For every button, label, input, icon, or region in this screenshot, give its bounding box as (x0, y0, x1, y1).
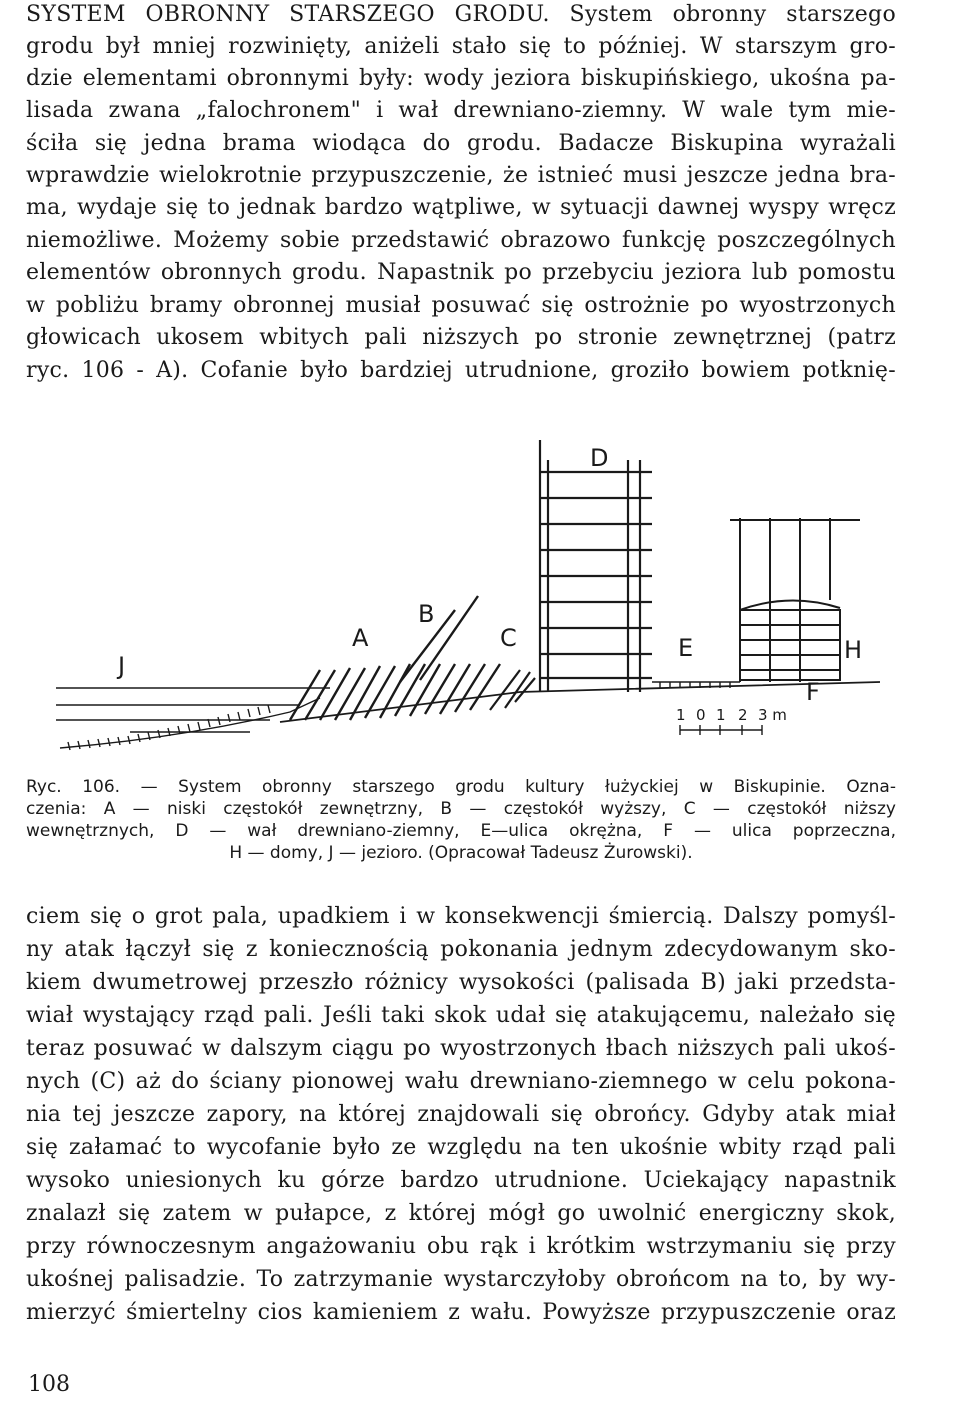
label-j: J (118, 652, 126, 680)
label-d: D (590, 444, 609, 472)
text-line: wiał wystający rząd pali. Jeśli taki skok udał się atakującemu, należało się (26, 1003, 896, 1028)
text-line: SYSTEM OBRONNY STARSZEGO GRODU. System obronny starszego (26, 2, 896, 27)
text-line: nych (C) aż do ściany pionowej wału drewniano-ziemnego w celu pokona- (26, 1069, 896, 1094)
text-line: ryc. 106 - A). Cofanie było bardziej utrudnione, groziło bowiem potknię- (26, 358, 896, 383)
text-line: w pobliżu bramy obronnej musiał posuwać się ostrożnie po wyostrzonych (26, 293, 896, 318)
caption-line: H — domy, J — jezioro. (Opracował Tadeusz Żurowski). (229, 843, 693, 863)
caption-line: Ryc. 106. — System obronny starszego grodu kultury łużyckiej w Biskupinie. Ozna- (26, 777, 896, 797)
defense-system-figure (0, 420, 960, 760)
scale-tick-label: 0 (696, 706, 706, 724)
houses-h (730, 518, 863, 682)
text-line: się załamać to wycofanie było ze względu na ten ukośnie wbity rząd pali (26, 1135, 896, 1160)
text-line: elementów obronnych grodu. Napastnik po przebyciu jeziora lub pomostu (26, 260, 896, 285)
text-line: dzie elementami obronnymi były: wody jeziora biskupińskiego, ukośna pa- (26, 66, 896, 91)
text-line: lisada zwana „falochronem" i wał drewniano-ziemny. W wale tym mie- (26, 98, 896, 123)
scale-tick-label: 1 (676, 706, 686, 724)
text-line: teraz posuwać w dalszym ciągu po wyostrzonych łbach niższych pali ukoś- (26, 1036, 896, 1061)
scale-tick-label: 1 (716, 706, 726, 724)
text-line: ciem się o grot pala, upadkiem i w konsekwencji śmiercią. Dalszy pomyśl- (26, 904, 896, 929)
text-line: mierzyć śmiertelny cios kamieniem z wału. Powyższe przypuszczenie oraz (26, 1300, 896, 1325)
label-h: H (844, 636, 863, 664)
text-line: grodu był mniej rozwinięty, aniżeli stało się to później. W starszym gro- (26, 34, 896, 59)
scale-tick-label: 2 (738, 706, 748, 724)
text-line: ściła się jedna brama wiodąca do grodu. Badacze Biskupina wyrażali (26, 131, 896, 156)
wall-d (540, 440, 652, 692)
text-line: wprawdzie wielokrotnie przypuszczenie, że istnieć musi jeszcze jedna bra- (26, 163, 896, 188)
caption-line: wewnętrznych, D — wał drewniano-ziemny, E—ulica okrężna, F — ulica poprzeczna, (26, 821, 896, 841)
text-line: kiem dwumetrowej przeszło różnicy wysokości (palisada B) jaki przedsta- (26, 970, 896, 995)
text-line: niemożliwe. Możemy sobie przedstawić obrazowo funkcję poszczególnych (26, 228, 896, 253)
palisade-a-b (290, 596, 500, 720)
text-line: ny atak łączył się z koniecznością pokonania jednym zdecydowanym sko- (26, 937, 896, 962)
caption-line: czenia: A — niski częstokół zewnętrzny, B — częstokół wyższy, C — częstokół niższy (26, 799, 896, 819)
page-number: 108 (28, 1372, 70, 1397)
label-c: C (500, 624, 517, 652)
label-b: B (418, 600, 435, 628)
text-line: ukośnej palisadzie. To zatrzymanie wystarczyłoby obrońcom na to, by wy- (26, 1267, 896, 1292)
label-e: E (678, 634, 694, 662)
text-line: głowicach ukosem wbitych pali niższych po stronie zewnętrznej (patrz (26, 325, 896, 350)
text-line: przy równoczesnym angażowaniu obu rąk i krótkim wstrzymaniu się przy (26, 1234, 896, 1259)
text-line: ma, wydaje się to jednak bardzo wątpliwe, w sytuacji dawnej wyspy wręcz (26, 195, 896, 220)
text-line: wysoko uniesionych ku górze bardzo utrudnione. Uciekający napastnik (26, 1168, 896, 1193)
ground-line (280, 682, 880, 722)
scale-bar (680, 725, 762, 735)
palisade-c (490, 670, 535, 710)
lake-water (56, 688, 330, 732)
label-f: F (806, 678, 820, 706)
label-a: A (352, 624, 369, 652)
scale-tick-label: 3 m (758, 706, 787, 724)
text-line: nia tej jeszcze zapory, na której znajdowali się obrońcy. Gdyby atak miał (26, 1102, 896, 1127)
text-line: znalazł się zatem w pułapce, z której mógł go uwolnić energiczny skok, (26, 1201, 896, 1226)
